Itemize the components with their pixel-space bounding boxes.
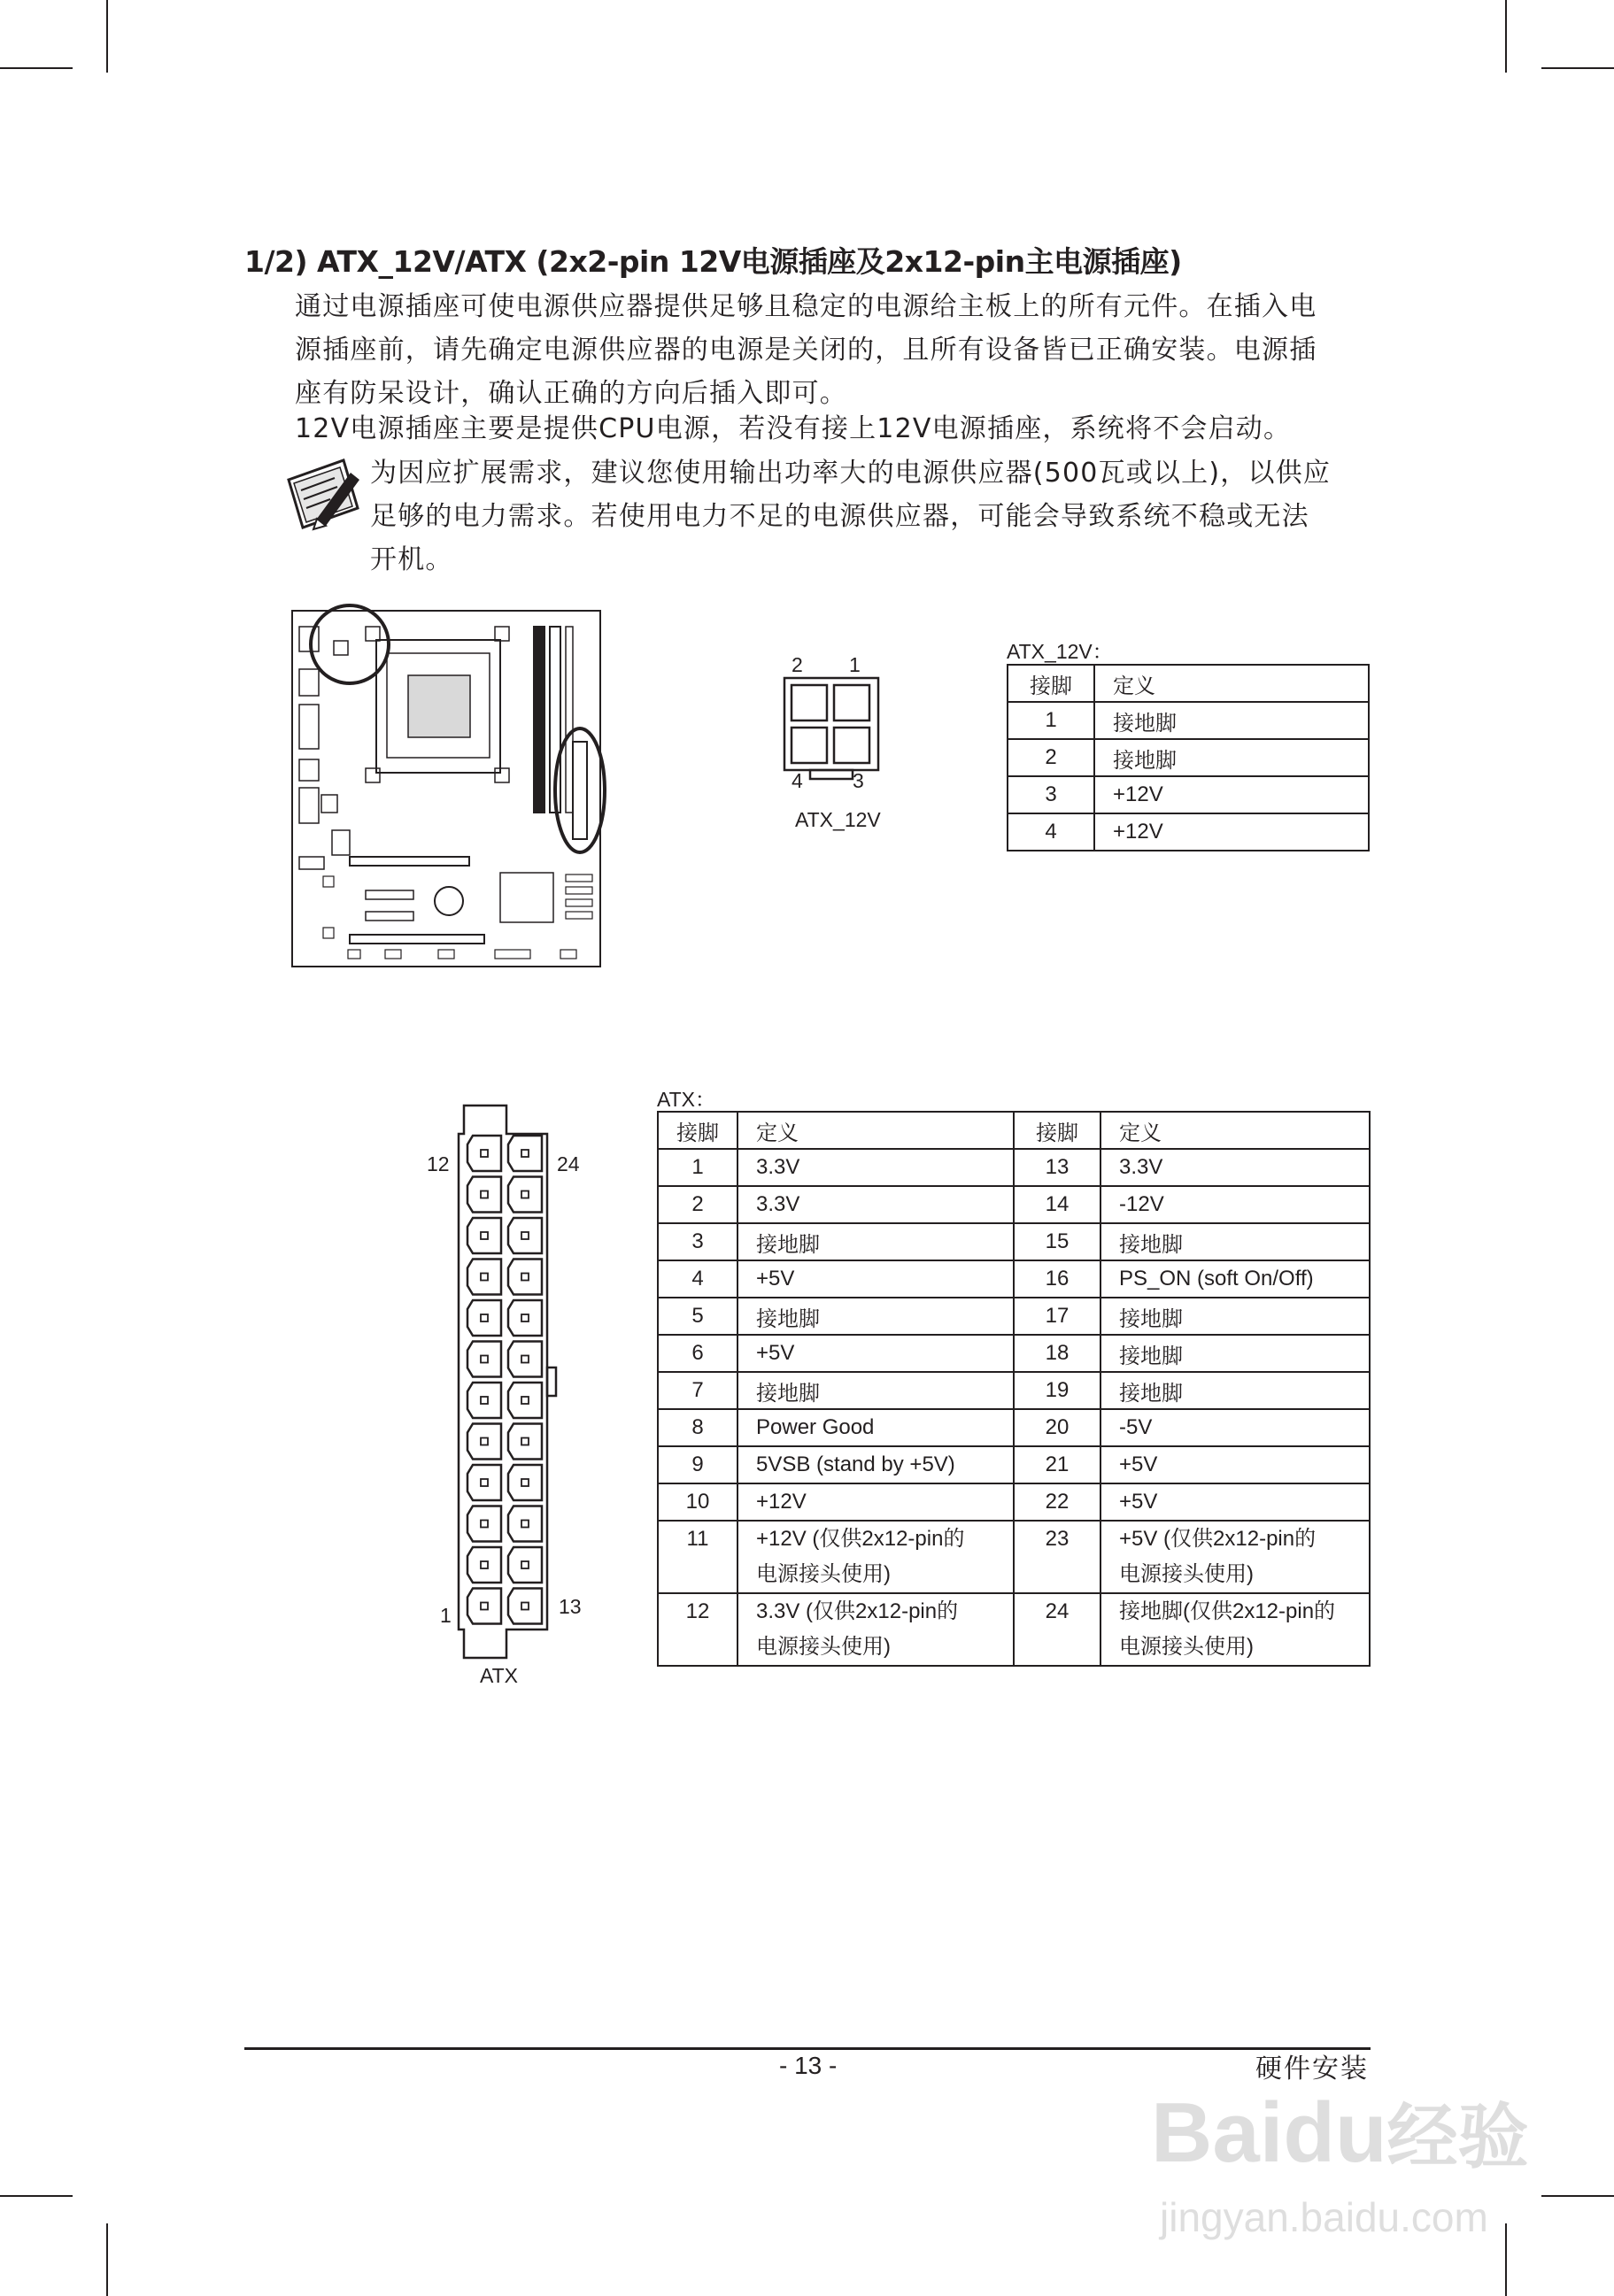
note-line-3: 开机。 bbox=[370, 544, 453, 575]
definition-line: 接地脚(仅供2x12-pin的 bbox=[1119, 1599, 1336, 1623]
pin-cell: 6 bbox=[658, 1335, 737, 1372]
pin-cell: 13 bbox=[1014, 1149, 1100, 1186]
connector-pin-cell bbox=[467, 1547, 501, 1583]
note-line-1: 为因应扩展需求，建议您使用输出功率大的电源供应器(500瓦或以上)，以供应 bbox=[370, 458, 1332, 489]
crop-mark bbox=[1541, 67, 1614, 69]
connector-pin-cell bbox=[467, 1424, 501, 1460]
atx12v-pin-table bbox=[1007, 664, 1370, 851]
definition-line: 电源接头使用) bbox=[756, 1635, 891, 1659]
table-row bbox=[658, 1409, 1370, 1446]
atx-table-label: ATX： bbox=[657, 1088, 716, 1111]
intro-line-2: 源插座前，请先确定电源供应器的电源是关闭的，且所有设备皆已正确安装。电源插 bbox=[295, 335, 1317, 366]
definition-line: 电源接头使用) bbox=[1119, 1562, 1254, 1586]
table-row bbox=[1008, 776, 1369, 813]
atx-pin-table bbox=[657, 1111, 1371, 1667]
connector-pin-cell bbox=[467, 1383, 501, 1418]
pin-cell: 1 bbox=[658, 1149, 737, 1186]
definition-line: +5V (仅供2x12-pin的 bbox=[1119, 1527, 1317, 1551]
connector-pin-hole bbox=[521, 1479, 529, 1486]
connector-pin-hole bbox=[481, 1397, 488, 1404]
table-row bbox=[658, 1483, 1370, 1521]
header-pin: 接脚 bbox=[1008, 665, 1094, 702]
crop-mark bbox=[106, 0, 108, 73]
crop-mark bbox=[106, 2223, 108, 2296]
connector-pin-hole bbox=[521, 1191, 529, 1198]
definition-line: +12V (仅供2x12-pin的 bbox=[756, 1527, 965, 1551]
definition-cell: -5V bbox=[1100, 1409, 1370, 1446]
intro-line-1: 通过电源插座可使电源供应器提供足够且稳定的电源给主板上的所有元件。在插入电 bbox=[295, 291, 1317, 322]
connector-pin-hole bbox=[521, 1397, 529, 1404]
definition-cell bbox=[737, 1521, 1014, 1593]
pin-cell: 15 bbox=[1014, 1223, 1100, 1260]
connector-pin-cell bbox=[467, 1589, 501, 1624]
definition-cell: 接地脚 bbox=[737, 1372, 1014, 1409]
pin-cell: 16 bbox=[1014, 1260, 1100, 1298]
definition-cell: PS_ON (soft On/Off) bbox=[1100, 1260, 1370, 1298]
connector-pin-cell bbox=[508, 1547, 542, 1583]
connector-pin-hole bbox=[521, 1521, 529, 1528]
definition-cell: +12V bbox=[737, 1483, 1014, 1521]
header-definition: 定义 bbox=[1094, 665, 1369, 702]
table-row bbox=[658, 1223, 1370, 1260]
atx12v-pin-1-label: 1 bbox=[849, 653, 861, 676]
connector-pin-hole bbox=[481, 1191, 488, 1198]
crop-mark bbox=[1541, 2195, 1614, 2197]
connector-pin-hole bbox=[481, 1521, 488, 1528]
definition-cell: +12V bbox=[1094, 813, 1369, 851]
atx12v-pin-3-label: 3 bbox=[853, 769, 864, 792]
connector-pin-cell bbox=[467, 1506, 501, 1542]
definition-cell: 接地脚 bbox=[737, 1223, 1014, 1260]
definition-cell: 接地脚 bbox=[1100, 1335, 1370, 1372]
header-definition: 定义 bbox=[1100, 1112, 1370, 1149]
table-row bbox=[1008, 813, 1369, 851]
pin-cell: 24 bbox=[1014, 1593, 1100, 1666]
watermark-du: du bbox=[1283, 2085, 1387, 2180]
connector-pin-hole bbox=[481, 1438, 488, 1445]
connector-pin-hole bbox=[521, 1150, 529, 1157]
table-row bbox=[658, 1372, 1370, 1409]
definition-cell: 接地脚 bbox=[1094, 702, 1369, 739]
pin-cell: 2 bbox=[658, 1186, 737, 1223]
pin-cell: 11 bbox=[658, 1521, 737, 1593]
table-header-row bbox=[1008, 665, 1369, 702]
definition-cell: 接地脚 bbox=[1100, 1223, 1370, 1260]
table-row bbox=[658, 1298, 1370, 1335]
connector-pin-hole bbox=[521, 1274, 529, 1281]
connector-pin-hole bbox=[521, 1232, 529, 1239]
connector-pin-hole bbox=[481, 1561, 488, 1568]
connector-pin-cell bbox=[467, 1300, 501, 1336]
connector-pin-cell bbox=[508, 1465, 542, 1500]
watermark-bai: Bai bbox=[1151, 2085, 1284, 2180]
definition-line: 3.3V (仅供2x12-pin的 bbox=[756, 1599, 959, 1623]
connector-pin-hole bbox=[521, 1561, 529, 1568]
definition-cell: +12V bbox=[1094, 776, 1369, 813]
connector-pin-hole bbox=[481, 1274, 488, 1281]
pin-cell: 1 bbox=[1008, 702, 1094, 739]
definition-cell: +5V bbox=[737, 1260, 1014, 1298]
connector-pin-cell bbox=[508, 1383, 542, 1418]
pin-cell: 9 bbox=[658, 1446, 737, 1483]
connector-pin-cell bbox=[508, 1300, 542, 1336]
pin-cell: 5 bbox=[658, 1298, 737, 1335]
atx12v-table-label: ATX_12V： bbox=[1007, 640, 1113, 663]
pin-cell: 4 bbox=[658, 1260, 737, 1298]
definition-line: 电源接头使用) bbox=[756, 1562, 891, 1586]
cpu-power-paragraph: 12V电源插座主要是提供CPU电源，若没有接上12V电源插座，系统将不会启动。 bbox=[295, 413, 1292, 444]
definition-line: 电源接头使用) bbox=[1119, 1635, 1254, 1659]
pin-cell: 7 bbox=[658, 1372, 737, 1409]
atx-pin-24-label: 24 bbox=[557, 1152, 580, 1175]
pin-cell: 20 bbox=[1014, 1409, 1100, 1446]
connector-pin-cell bbox=[467, 1260, 501, 1295]
definition-cell: 接地脚 bbox=[1100, 1298, 1370, 1335]
connector-pin-cell bbox=[508, 1260, 542, 1295]
definition-cell: 5VSB (stand by +5V) bbox=[737, 1446, 1014, 1483]
table-row bbox=[658, 1335, 1370, 1372]
section-heading: 1/2) ATX_12V/ATX (2x2-pin 12V电源插座及2x12-pin主电源插座) bbox=[244, 244, 1182, 279]
baidu-jingyan-watermark bbox=[1151, 2080, 1532, 2275]
pin-cell: 19 bbox=[1014, 1372, 1100, 1409]
pin-cell: 22 bbox=[1014, 1483, 1100, 1521]
pin-cell: 2 bbox=[1008, 739, 1094, 776]
table-row bbox=[658, 1521, 1370, 1593]
header-definition: 定义 bbox=[737, 1112, 1014, 1149]
atx-caption: ATX bbox=[480, 1664, 519, 1687]
definition-cell: +5V bbox=[1100, 1446, 1370, 1483]
connector-pin-cell bbox=[508, 1177, 542, 1213]
pin-cell: 12 bbox=[658, 1593, 737, 1666]
connector-pin-hole bbox=[521, 1603, 529, 1610]
connector-pin-cell bbox=[467, 1342, 501, 1377]
connector-pin-hole bbox=[481, 1232, 488, 1239]
header-pin: 接脚 bbox=[1014, 1112, 1100, 1149]
connector-pin-hole bbox=[481, 1479, 488, 1486]
definition-cell: +5V bbox=[1100, 1483, 1370, 1521]
definition-cell: +5V bbox=[737, 1335, 1014, 1372]
table-row bbox=[658, 1593, 1370, 1666]
connector-pin-hole bbox=[521, 1314, 529, 1321]
definition-cell: Power Good bbox=[737, 1409, 1014, 1446]
footer-rule bbox=[244, 2047, 1371, 2050]
atx12v-pin-4-label: 4 bbox=[792, 769, 803, 792]
intro-line-3: 座有防呆设计，确认正确的方向后插入即可。 bbox=[295, 378, 847, 409]
atx12v-connector-drawing bbox=[779, 674, 885, 781]
pin-cell: 10 bbox=[658, 1483, 737, 1521]
pin-cell: 14 bbox=[1014, 1186, 1100, 1223]
connector-pin-cell bbox=[508, 1342, 542, 1377]
atx-pin-1-label: 1 bbox=[440, 1604, 452, 1627]
page-number: - 13 - bbox=[779, 2052, 838, 2079]
watermark-jingyan: 经验 bbox=[1386, 2098, 1529, 2177]
definition-cell: 接地脚 bbox=[737, 1298, 1014, 1335]
connector-pin-cell bbox=[508, 1218, 542, 1253]
table-header-row bbox=[658, 1112, 1370, 1149]
definition-cell: 3.3V bbox=[737, 1149, 1014, 1186]
definition-cell bbox=[737, 1593, 1014, 1666]
definition-cell: 接地脚 bbox=[1094, 739, 1369, 776]
definition-cell: 接地脚 bbox=[1100, 1372, 1370, 1409]
definition-cell: -12V bbox=[1100, 1186, 1370, 1223]
pin-cell: 21 bbox=[1014, 1446, 1100, 1483]
pin-cell: 17 bbox=[1014, 1298, 1100, 1335]
connector-pin-hole bbox=[481, 1356, 488, 1363]
table-row bbox=[658, 1446, 1370, 1483]
table-row bbox=[658, 1149, 1370, 1186]
header-pin: 接脚 bbox=[658, 1112, 737, 1149]
atx12v-caption: ATX_12V bbox=[795, 808, 881, 831]
connector-pin-cell bbox=[467, 1136, 501, 1171]
connector-pin-hole bbox=[521, 1356, 529, 1363]
atx-pin-12-label: 12 bbox=[427, 1152, 450, 1175]
pin-cell: 4 bbox=[1008, 813, 1094, 851]
connector-pin-hole bbox=[481, 1603, 488, 1610]
note-line-2: 足够的电力需求。若使用电力不足的电源供应器，可能会导致系统不稳或无法 bbox=[370, 501, 1309, 532]
crop-mark bbox=[0, 67, 73, 69]
atx12v-pin-2-label: 2 bbox=[792, 653, 803, 676]
table-row bbox=[658, 1260, 1370, 1298]
pin-cell: 3 bbox=[1008, 776, 1094, 813]
crop-mark bbox=[1505, 0, 1507, 73]
connector-pin-cell bbox=[467, 1218, 501, 1253]
definition-cell bbox=[1100, 1521, 1370, 1593]
connector-pin-hole bbox=[521, 1438, 529, 1445]
pin-cell: 3 bbox=[658, 1223, 737, 1260]
connector-pin-cell bbox=[467, 1465, 501, 1500]
crop-mark bbox=[0, 2195, 73, 2197]
watermark-url: jingyan.baidu.com bbox=[1160, 2194, 1488, 2240]
pin-cell: 8 bbox=[658, 1409, 737, 1446]
connector-pin-hole bbox=[481, 1150, 488, 1157]
connector-pin-hole bbox=[481, 1314, 488, 1321]
definition-cell: 3.3V bbox=[737, 1186, 1014, 1223]
connector-pin-cell bbox=[508, 1506, 542, 1542]
section-name: 硬件安装 bbox=[1255, 2053, 1369, 2084]
table-row bbox=[658, 1186, 1370, 1223]
connector-pin-cell bbox=[467, 1177, 501, 1213]
definition-cell: 3.3V bbox=[1100, 1149, 1370, 1186]
atx-pin-13-label: 13 bbox=[559, 1595, 582, 1618]
motherboard-layout-diagram bbox=[288, 600, 624, 972]
atx-24pin-connector-drawing bbox=[453, 1102, 565, 1660]
connector-pin-cell bbox=[508, 1136, 542, 1171]
connector-pin-cell bbox=[508, 1589, 542, 1624]
pin-cell: 18 bbox=[1014, 1335, 1100, 1372]
table-row bbox=[1008, 702, 1369, 739]
connector-pin-cell bbox=[508, 1424, 542, 1460]
pin-cell: 23 bbox=[1014, 1521, 1100, 1593]
table-row bbox=[1008, 739, 1369, 776]
definition-cell bbox=[1100, 1593, 1370, 1666]
pencil-note-icon bbox=[282, 453, 367, 533]
